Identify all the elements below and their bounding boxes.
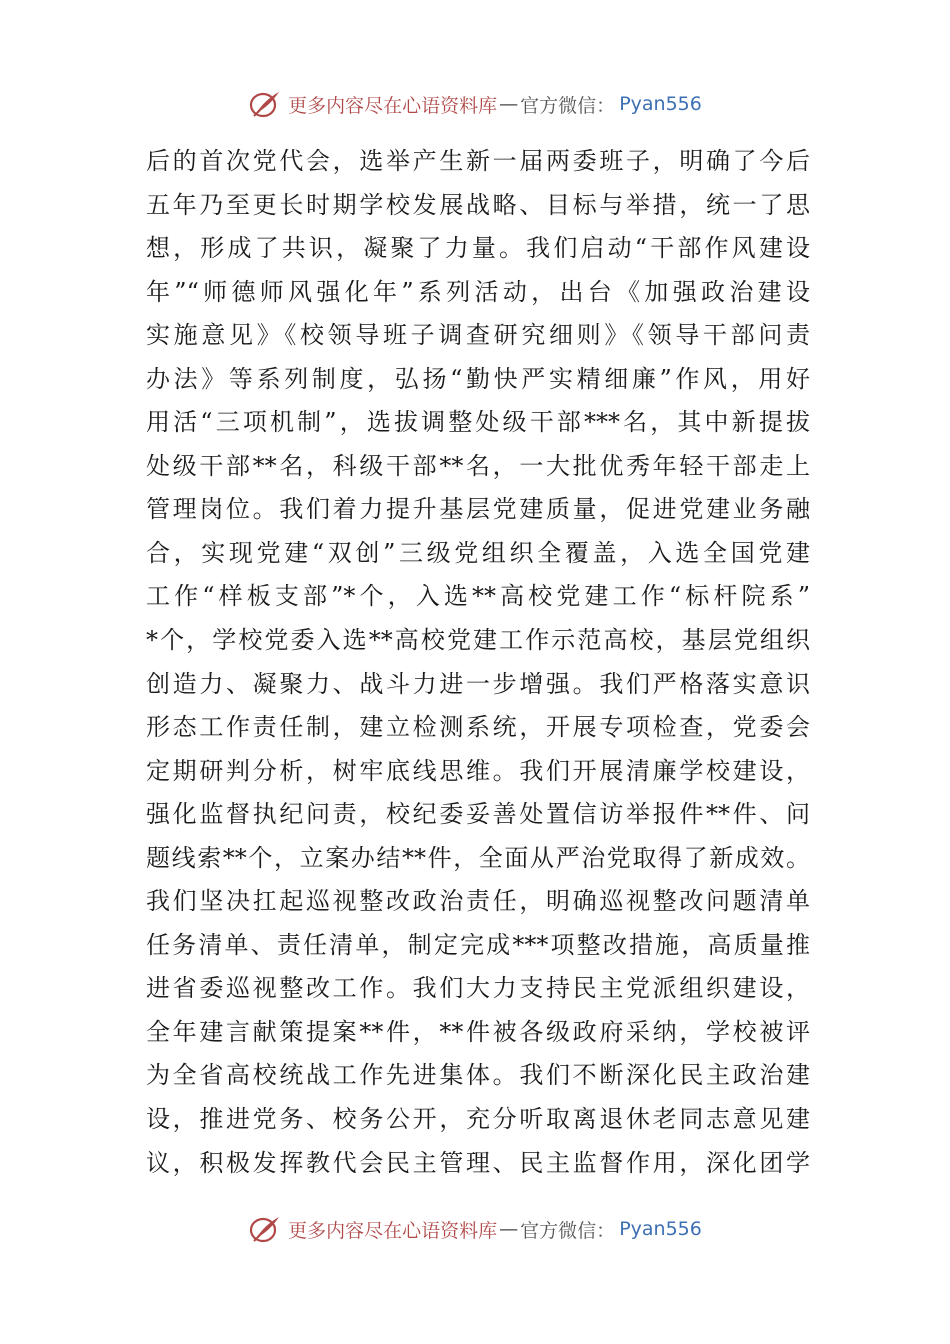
body-line: *个，学校党委入选**高校党建工作示范高校，基层党组织 xyxy=(146,626,810,655)
body-line: 形态工作责任制，建立检测系统，开展专项检查，党委会 xyxy=(146,713,810,742)
body-line: 想，形成了共识，凝聚了力量。我们启动“干部作风建设 xyxy=(146,234,810,263)
body-line: 题线索**个，立案办结**件，全面从严治党取得了新成效。 xyxy=(146,843,810,872)
quill-pen-logo-icon xyxy=(248,89,282,119)
watermark-brand: 更多内容尽在心语资料库 xyxy=(288,1219,498,1242)
body-line: 年”“师德师风强化年”系列活动，出台《加强政治建设 xyxy=(146,277,810,306)
body-line: 创造力、凝聚力、战斗力进一步增强。我们严格落实意识 xyxy=(146,669,810,698)
body-line: 全年建言献策提案**件，**件被各级政府采纳，学校被评 xyxy=(146,1017,810,1046)
body-line: 强化监督执纪问责，校纪委妥善处置信访举报件**件、问 xyxy=(146,800,810,829)
body-line: 合，实现党建“双创”三级党组织全覆盖，入选全国党建 xyxy=(146,538,810,567)
body-line: 议，积极发挥教代会民主管理、民主监督作用，深化团学 xyxy=(146,1148,810,1177)
body-line: 用活“三项机制”，选拔调整处级干部***名，其中新提拔 xyxy=(146,408,810,437)
body-line: 任务清单、责任清单，制定完成***项整改措施，高质量推 xyxy=(146,930,810,959)
body-line: 办法》等系列制度，弘扬“勤快严实精细廉”作风，用好 xyxy=(146,364,810,393)
watermark-separator: — xyxy=(499,93,519,115)
body-line: 进省委巡视整改工作。我们大力支持民主党派组织建设， xyxy=(146,974,810,1003)
footer-watermark xyxy=(0,1209,950,1249)
watermark-wechat-id: Pyan556 xyxy=(619,1218,702,1240)
body-line: 后的首次党代会，选举产生新一届两委班子，明确了今后 xyxy=(146,147,810,175)
document-body xyxy=(146,140,810,1185)
body-line: 定期研判分析，树牢底线思维。我们开展清廉学校建设， xyxy=(146,756,810,785)
quill-pen-logo-icon xyxy=(248,1214,282,1244)
body-line: 我们坚决扛起巡视整改政治责任，明确巡视整改问题清单 xyxy=(146,887,810,916)
header-watermark xyxy=(0,84,950,124)
watermark-wechat-id: Pyan556 xyxy=(619,93,702,115)
body-line: 管理岗位。我们着力提升基层党建质量，促进党建业务融 xyxy=(146,495,810,524)
watermark-wechat-label: 官方微信： xyxy=(520,1219,616,1242)
body-line: 为全省高校统战工作先进集体。我们不断深化民主政治建 xyxy=(146,1061,810,1090)
body-line: 设，推进党务、校务公开，充分听取离退休老同志意见建 xyxy=(146,1105,810,1134)
body-line: 实施意见》《校领导班子调查研究细则》《领导干部问责 xyxy=(146,321,810,350)
watermark-wechat-label: 官方微信： xyxy=(520,94,616,117)
watermark-separator: — xyxy=(499,1218,519,1240)
body-line: 处级干部**名，科级干部**名，一大批优秀年轻干部走上 xyxy=(146,451,810,480)
body-line: 五年乃至更长时期学校发展战略、目标与举措，统一了思 xyxy=(146,190,810,219)
body-line: 工作“样板支部”*个，入选**高校党建工作“标杆院系” xyxy=(146,582,810,611)
watermark-brand: 更多内容尽在心语资料库 xyxy=(288,94,498,117)
